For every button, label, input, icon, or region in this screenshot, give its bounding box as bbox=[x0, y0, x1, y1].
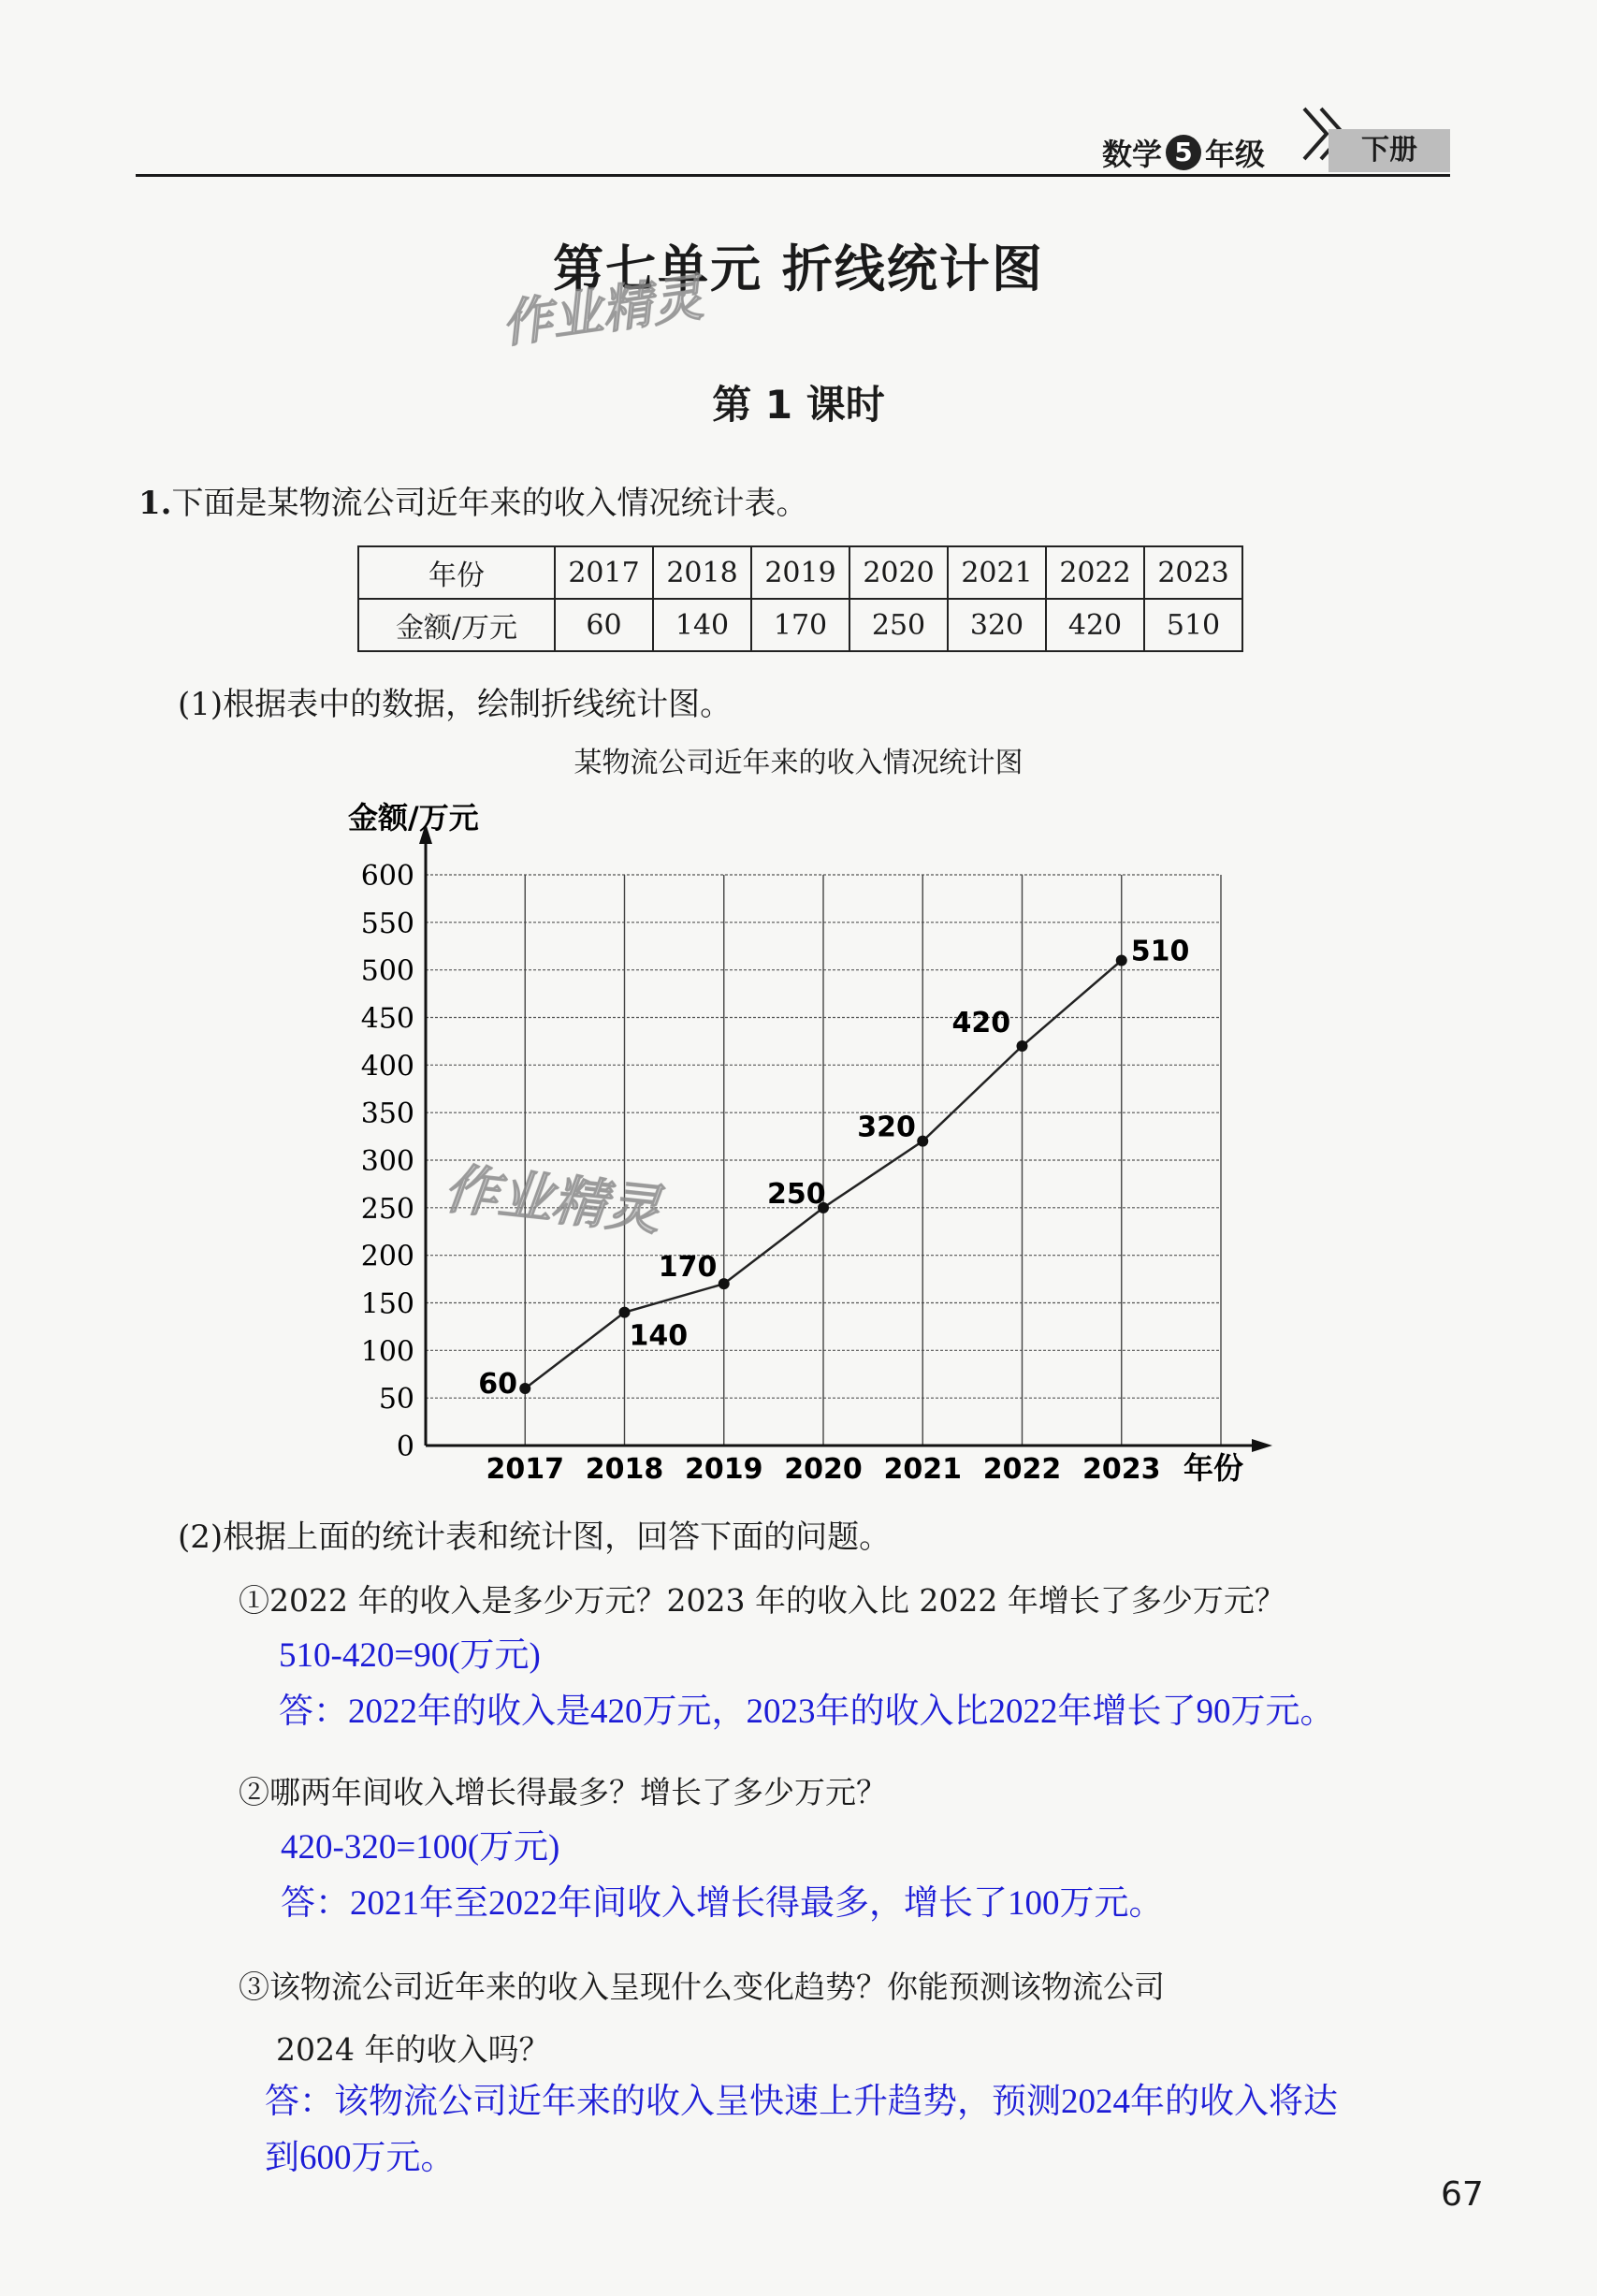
table-cell: 420 bbox=[1046, 599, 1144, 651]
table-cell: 2018 bbox=[653, 546, 751, 599]
data-label: 60 bbox=[478, 1368, 517, 1401]
y-tick-label: 100 bbox=[360, 1335, 414, 1369]
table-cell: 250 bbox=[849, 599, 948, 651]
table-cell: 2021 bbox=[948, 546, 1046, 599]
data-point bbox=[1017, 1040, 1028, 1052]
x-axis-arrow bbox=[1252, 1439, 1272, 1452]
question-b: ②哪两年间收入增长得最多？增长了多少万元？ bbox=[239, 1774, 887, 1810]
x-tick-label: 2017 bbox=[486, 1453, 564, 1486]
y-tick-label: 250 bbox=[360, 1192, 414, 1226]
data-label: 140 bbox=[629, 1319, 689, 1353]
answer-b: 答：2021年至2022年间收入增长得最多，增长了100万元。 bbox=[281, 1884, 1164, 1923]
header-volume: 下册 bbox=[1328, 129, 1450, 172]
data-label: 170 bbox=[658, 1251, 718, 1285]
y-tick-label: 150 bbox=[360, 1287, 414, 1321]
y-tick-label: 200 bbox=[360, 1240, 414, 1273]
question-a: ①2022 年的收入是多少万元？2023 年的收入比 2022 年增长了多少万元？ bbox=[239, 1582, 1285, 1619]
y-axis-label: 金额/万元 bbox=[348, 800, 479, 836]
question-number: 1. bbox=[138, 485, 172, 522]
data-point bbox=[719, 1278, 730, 1289]
header-subject bbox=[1102, 131, 1265, 174]
answer-a-calc: 510-420=90(万元) bbox=[279, 1636, 541, 1675]
table-cell: 2023 bbox=[1144, 546, 1242, 599]
lesson-title: 第 1 课时 bbox=[712, 382, 885, 428]
watermark: 作业精灵 bbox=[498, 268, 706, 355]
table-cell: 2017 bbox=[555, 546, 653, 599]
x-tick-label: 2023 bbox=[1082, 1453, 1161, 1486]
header-grade-number: 5 bbox=[1166, 135, 1201, 170]
y-tick-label: 300 bbox=[360, 1145, 414, 1178]
x-tick-labels bbox=[486, 1453, 1161, 1486]
y-tick-label: 350 bbox=[360, 1097, 414, 1131]
table-header-cell: 年份 bbox=[358, 546, 555, 599]
table-cell: 2019 bbox=[751, 546, 849, 599]
question-c-line1: ③该物流公司近年来的收入呈现什么变化趋势？你能预测该物流公司 bbox=[239, 1969, 1165, 2005]
table-cell: 140 bbox=[653, 599, 751, 651]
y-tick-label: 400 bbox=[360, 1050, 414, 1083]
unit-title: 第七单元 折线统计图 bbox=[553, 240, 1044, 298]
x-tick-label: 2021 bbox=[883, 1453, 962, 1486]
answer-b-calc: 420-320=100(万元) bbox=[281, 1828, 560, 1867]
x-tick-label: 2018 bbox=[585, 1453, 664, 1486]
answer-c-line2: 到600万元。 bbox=[265, 2139, 456, 2177]
sub-question-1: (1)根据表中的数据，绘制折线统计图。 bbox=[178, 686, 733, 723]
x-tick-label: 2020 bbox=[784, 1453, 863, 1486]
table-row bbox=[358, 546, 1242, 599]
data-point bbox=[1116, 955, 1127, 966]
y-tick-label: 450 bbox=[360, 1002, 414, 1036]
data-point bbox=[619, 1307, 631, 1318]
question-1 bbox=[138, 477, 808, 523]
table-cell: 510 bbox=[1144, 599, 1242, 651]
data-label: 250 bbox=[767, 1177, 826, 1211]
y-tick-label: 600 bbox=[360, 860, 414, 893]
x-tick-label: 2022 bbox=[982, 1453, 1062, 1486]
sub-question-2: (2)根据上面的统计表和统计图，回答下面的问题。 bbox=[178, 1519, 892, 1556]
data-point bbox=[917, 1136, 928, 1147]
answer-a: 答：2022年的收入是420万元，2023年的收入比2022年增长了90万元。 bbox=[279, 1693, 1335, 1731]
table-cell: 170 bbox=[751, 599, 849, 651]
y-tick-label: 0 bbox=[396, 1431, 414, 1463]
x-axis-label: 年份 bbox=[1183, 1450, 1244, 1486]
table-cell: 320 bbox=[948, 599, 1046, 651]
data-point bbox=[519, 1383, 530, 1394]
question-text: 下面是某物流公司近年来的收入情况统计表。 bbox=[171, 485, 808, 522]
data-label: 320 bbox=[857, 1111, 916, 1144]
y-tick-label: 550 bbox=[360, 907, 414, 940]
data-label: 420 bbox=[951, 1007, 1011, 1039]
y-tick-label: 500 bbox=[360, 954, 414, 988]
y-tick-labels bbox=[361, 860, 414, 1463]
answer-c-line1: 答：该物流公司近年来的收入呈快速上升趋势，预测2024年的收入将达 bbox=[265, 2083, 1338, 2121]
x-tick-label: 2019 bbox=[685, 1453, 763, 1486]
page-number: 67 bbox=[1441, 2175, 1484, 2214]
data-label: 510 bbox=[1130, 935, 1190, 968]
data-table bbox=[357, 545, 1243, 652]
header-subject-suffix: 年级 bbox=[1205, 137, 1266, 172]
header-subject-prefix: 数学 bbox=[1102, 137, 1163, 172]
watermark: 作业精灵 bbox=[441, 1156, 664, 1242]
table-cell: 2020 bbox=[849, 546, 948, 599]
chart-title: 某物流公司近年来的收入情况统计图 bbox=[573, 747, 1024, 779]
question-c-line2: 2024 年的收入吗？ bbox=[276, 2031, 550, 2068]
line-chart bbox=[337, 786, 1272, 1497]
header-divider bbox=[136, 174, 1450, 177]
table-cell: 2022 bbox=[1046, 546, 1144, 599]
table-header-cell: 金额/万元 bbox=[358, 599, 555, 651]
y-tick-label: 50 bbox=[378, 1383, 414, 1417]
chart-axes bbox=[419, 823, 1272, 1452]
table-cell: 60 bbox=[555, 599, 653, 651]
table-row bbox=[358, 599, 1242, 651]
